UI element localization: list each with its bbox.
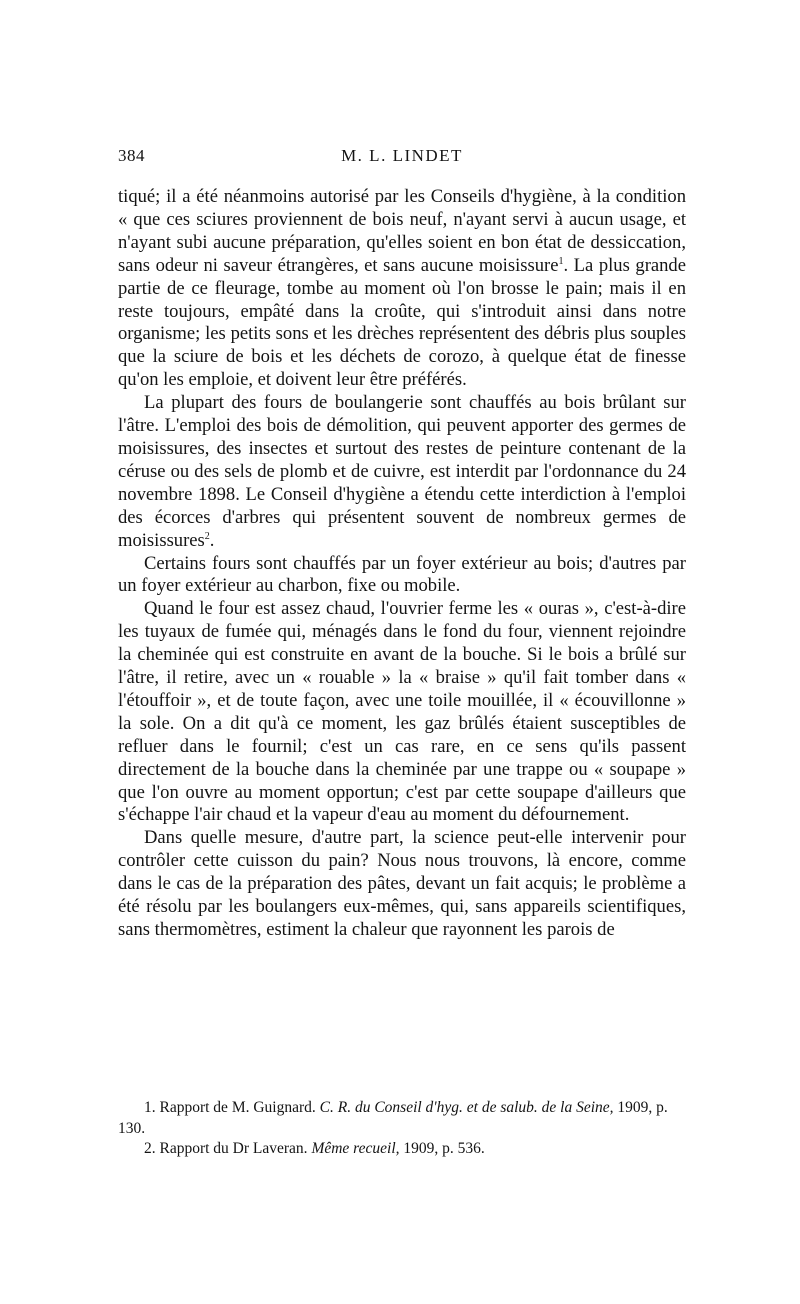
footnote: 1. Rapport de M. Guignard. C. R. du Conseil d'hyg. et de salub. de la Seine, 1909, p. 130. <box>118 1099 668 1137</box>
paragraph: tiqué; il a été néanmoins autorisé par les Conseils d'hygiène, à la condition « que ces sciures proviennent de bois neuf, n'ayant servi à aucun usage, et n'ayant subi aucune préparation, qu'elles soient en bon état de dessiccation, sans odeur ni saveur étrangères, et sans aucune moisissure$^1$. La plus grande partie de ce fleurage, tombe au moment où l'on brosse le pain; mais il en reste toujours, empâté dans la croûte, qui s'introduit ainsi dans notre organisme; les petits sons et les drèches représentent des débris plus souples que la sciure de bois et les déchets de corozo, à quelque état de finesse qu'on les emploie, et doivent leur être préférés. <box>118 186 686 391</box>
footnote: 2. Rapport du Dr Laveran. Même recueil, 1909, p. 536. <box>144 1140 485 1157</box>
page-header <box>118 146 686 172</box>
running-head: M. L. LINDET <box>341 146 463 165</box>
paragraph: Certains fours sont chauffés par un foyer extérieur au bois; d'autres par un foyer extérieur au charbon, fixe ou mobile. <box>118 552 686 597</box>
footnotes <box>118 1098 686 1160</box>
page-number: 384 <box>118 146 145 165</box>
footnote-ref: 1 <box>558 255 564 267</box>
footnote-ref: 2 <box>204 530 210 542</box>
paragraph: Quand le four est assez chaud, l'ouvrier ferme les « ouras », c'est-à-dire les tuyaux de fumée qui, ménagés dans le fond du four, viennent rejoindre la cheminée qui est construite en avant de la bouche. Si le bois a brûlé sur l'âtre, il retire, avec un « rouable » la « braise » qu'il fait tomber dans « l'étouffoir », et de toute façon, avec une toile mouillée, il « écouvillonne » la sole. On a dit qu'à ce moment, les gaz brûlés étaient susceptibles de refluer dans le fournil; c'est un cas rare, en ce sens qu'ils passent directement de la bouche dans la cheminée par une trappe ou « soupape » que l'on ouvre au moment opportun; c'est par cette soupape d'ailleurs que s'échappe l'air chaud et la vapeur d'eau au moment du défournement. <box>118 598 686 826</box>
paragraph: La plupart des fours de boulangerie sont chauffés au bois brûlant sur l'âtre. L'emploi des bois de démolition, qui peuvent apporter des germes de moisissures, des insectes et surtout des restes de peinture contenant de la céruse ou des sels de plomb et de cuivre, est interdit par l'ordonnance du 24 novembre 1898. Le Conseil d'hygiène a étendu cette interdiction à l'emploi des écorces d'arbres qui présentent souvent de nombreux germes de moisissures$^2$. <box>118 392 686 551</box>
body-text <box>118 186 686 942</box>
paragraph: Dans quelle mesure, d'autre part, la science peut-elle intervenir pour contrôler cette cuisson du pain? Nous nous trouvons, là encore, comme dans le cas de la préparation des pâtes, devant un fait acquis; le problème a été résolu par les boulangers eux-mêmes, qui, sans appareils scientifiques, sans thermomètres, estiment la chaleur que rayonnent les parois de <box>118 827 686 940</box>
